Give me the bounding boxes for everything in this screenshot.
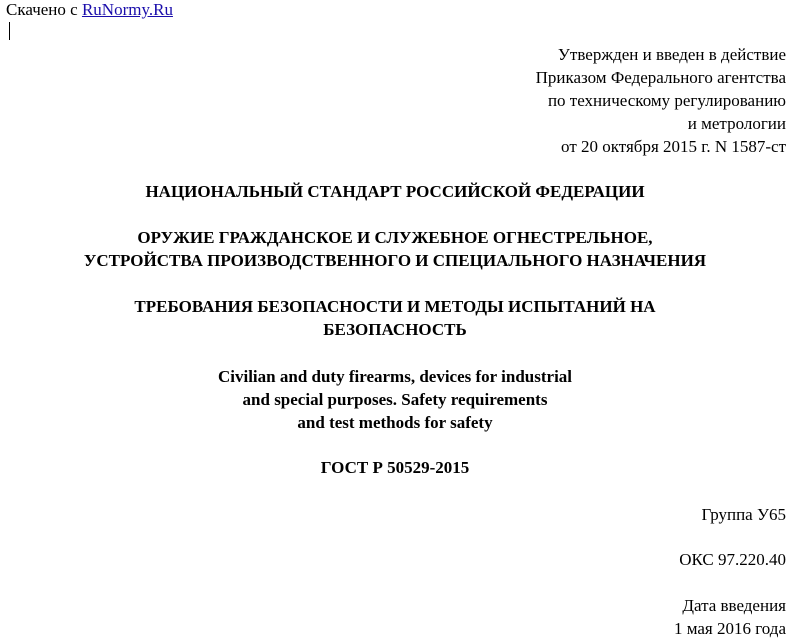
group-code: Группа У65 — [701, 505, 786, 524]
text-cursor — [9, 22, 10, 40]
effective-date-label: Дата введения — [682, 596, 786, 615]
requirements-line-1: ТРЕБОВАНИЯ БЕЗОПАСНОСТИ И МЕТОДЫ ИСПЫТАНИЙ НА — [134, 297, 656, 316]
national-standard-heading: НАЦИОНАЛЬНЫЙ СТАНДАРТ РОССИЙСКОЙ ФЕДЕРАЦИИ — [145, 182, 645, 201]
gost-number: ГОСТ Р 50529-2015 — [320, 458, 470, 477]
approval-line-2: Приказом Федерального агентства — [535, 68, 786, 87]
runormy-link[interactable]: RuNormy.Ru — [81, 0, 173, 19]
subject-line-1: ОРУЖИЕ ГРАЖДАНСКОЕ И СЛУЖЕБНОЕ ОГНЕСТРЕЛЬНОЕ, — [137, 228, 653, 247]
requirements-line-2: БЕЗОПАСНОСТЬ — [323, 320, 467, 339]
downloaded-from-line — [6, 0, 173, 20]
english-title-line-2: and special purposes. Safety requirements — [242, 390, 548, 409]
english-title-line-1: Civilian and duty firearms, devices for industrial — [217, 367, 573, 386]
approval-line-4: и метрологии — [687, 114, 786, 133]
downloaded-prefix: Скачено с — [6, 0, 82, 19]
subject-line-2: УСТРОЙСТВА ПРОИЗВОДСТВЕННОГО И СПЕЦИАЛЬНОГО НАЗНАЧЕНИЯ — [83, 251, 707, 270]
approval-line-5: от 20 октября 2015 г. N 1587-ст — [561, 137, 786, 156]
effective-date: 1 мая 2016 года — [673, 619, 786, 638]
approval-line-1: Утвержден и введен в действие — [557, 45, 786, 64]
oks-code: ОКС 97.220.40 — [679, 550, 786, 569]
english-title-line-3: and test methods for safety — [297, 413, 493, 432]
approval-line-3: по техническому регулированию — [547, 91, 786, 110]
